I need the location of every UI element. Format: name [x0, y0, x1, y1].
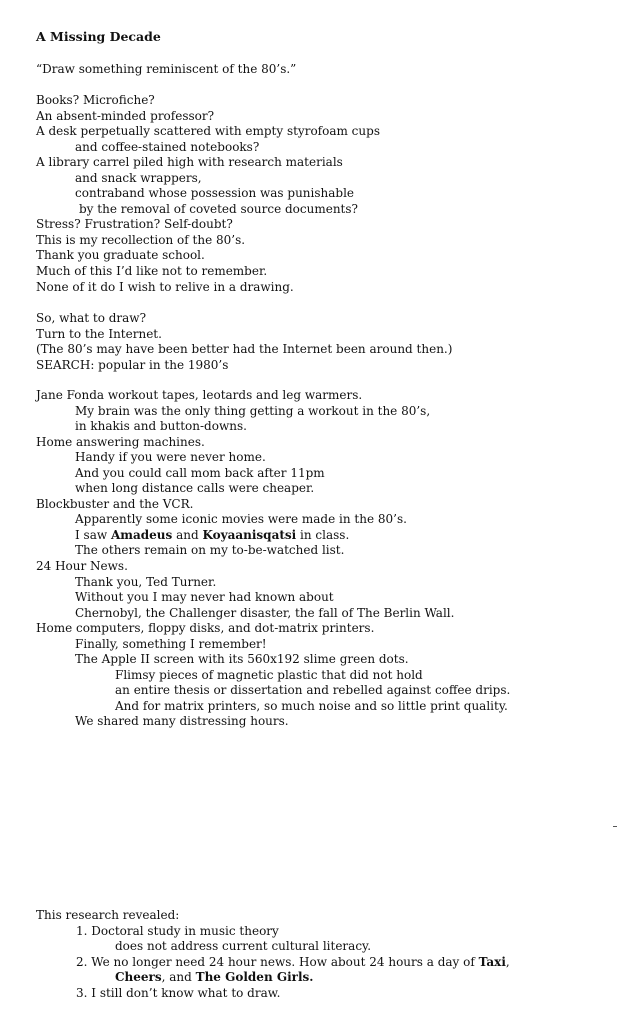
show-title-cheers: Cheers [115, 970, 162, 985]
stanza1-line: Stress? Frustration? Self-doubt? [36, 217, 233, 232]
stanza2-line: SEARCH: popular in the 1980’s [36, 357, 229, 372]
stanza3-line: We shared many distressing hours. [75, 714, 289, 729]
stanza3-line: Apparently some iconic movies were made in the 80’s. [75, 512, 407, 527]
stanza1-line: and snack wrappers, [75, 170, 202, 185]
stanza1-line: A library carrel piled high with research materials [36, 155, 343, 170]
stanza3-line: My brain was the only thing getting a workout in the 80’s, [75, 403, 431, 418]
conclusion-list [36, 908, 510, 1001]
prompt-line: “Draw something reminiscent of the 80’s.” [36, 62, 297, 76]
stanza3-line: an entire thesis or dissertation and rebelled against coffee drips. [115, 683, 511, 698]
stanza3-line: Thank you, Ted Turner. [75, 574, 217, 589]
stanza3-line: And for matrix printers, so much noise and so little print quality. [115, 698, 508, 713]
stanza-search [36, 311, 452, 373]
stanza3-line: The Apple II screen with its 560x192 slime green dots. [75, 652, 409, 667]
movies-text: and [172, 527, 203, 542]
stanza1-line: and coffee-stained notebooks? [75, 139, 260, 154]
conclusion-item: 3. I still don’t know what to draw. [76, 985, 281, 1000]
stanza3-line: The others remain on my to-be-watched list. [75, 543, 345, 558]
movie-title-amadeus: Amadeus [110, 527, 173, 542]
stanza3-line: when long distance calls were cheaper. [75, 481, 315, 496]
document-title: A Missing Decade [36, 29, 161, 44]
movie-title-koyaanisqatsi: Koyaanisqatsi [202, 527, 297, 542]
stanza1-line: A desk perpetually scattered with empty styrofoam cups [36, 124, 380, 139]
stanza1-line: An absent-minded professor? [36, 108, 215, 123]
show-title-golden-girls: The Golden Girls. [195, 970, 314, 985]
stanza1-line: Much of this I’d like not to remember. [36, 264, 268, 279]
show-title-taxi: Taxi [478, 954, 506, 969]
movies-text: I saw [75, 527, 111, 542]
stanza1-line: This is my recollection of the 80’s. [36, 232, 246, 247]
conclusion-item-continuation [36, 970, 510, 986]
stanza3-line: in khakis and button-downs. [75, 419, 247, 434]
stanza1-line: Thank you graduate school. [36, 248, 205, 263]
movies-text: in class. [296, 527, 350, 542]
stanza3-line: Handy if you were never home. [75, 450, 266, 465]
stanza3-line: Jane Fonda workout tapes, leotards and leg warmers. [36, 388, 363, 402]
conclusion-item-continuation: does not address current cultural literacy. [115, 939, 372, 954]
stanza1-line: Books? Microfiche? [36, 93, 155, 107]
conclusion-intro: This research revealed: [36, 908, 180, 922]
conclusion-text: 2. We no longer need 24 hour news. How about 24 hours a day of [76, 954, 479, 969]
conclusion-item [36, 955, 510, 971]
stanza1-line: None of it do I wish to relive in a drawing. [36, 279, 294, 294]
stanza1-line: by the removal of coveted source documents? [79, 201, 358, 216]
stanza3-line-movies [36, 528, 510, 544]
stanza3-line: 24 Hour News. [36, 559, 128, 574]
stanza3-line: Flimsy pieces of magnetic plastic that did not hold [115, 667, 423, 682]
stanza3-line: Without you I may never had known about [75, 590, 334, 605]
stanza3-line: Home computers, floppy disks, and dot-matrix printers. [36, 621, 375, 636]
stanza2-line: (The 80’s may have been better had the Internet been around then.) [36, 342, 453, 357]
stray-mark [613, 826, 617, 827]
stanza2-line: Turn to the Internet. [36, 326, 162, 341]
stanza3-line: Blockbuster and the VCR. [36, 496, 194, 511]
prompt-paragraph [36, 62, 296, 78]
conclusion-text: , and [161, 970, 196, 985]
stanza3-line: Chernobyl, the Challenger disaster, the fall of The Berlin Wall. [75, 605, 455, 620]
stanza-recollection [36, 93, 380, 295]
conclusion-item: 1. Doctoral study in music theory [76, 923, 279, 938]
stanza-popular-items [36, 388, 510, 730]
stanza3-line: Home answering machines. [36, 434, 205, 449]
conclusion-text: , [505, 954, 510, 969]
stanza1-line: contraband whose possession was punishable [75, 186, 355, 201]
stanza3-line: And you could call mom back after 11pm [75, 465, 325, 480]
stanza2-line: So, what to draw? [36, 311, 147, 325]
stanza3-line: Finally, something I remember! [75, 636, 267, 651]
